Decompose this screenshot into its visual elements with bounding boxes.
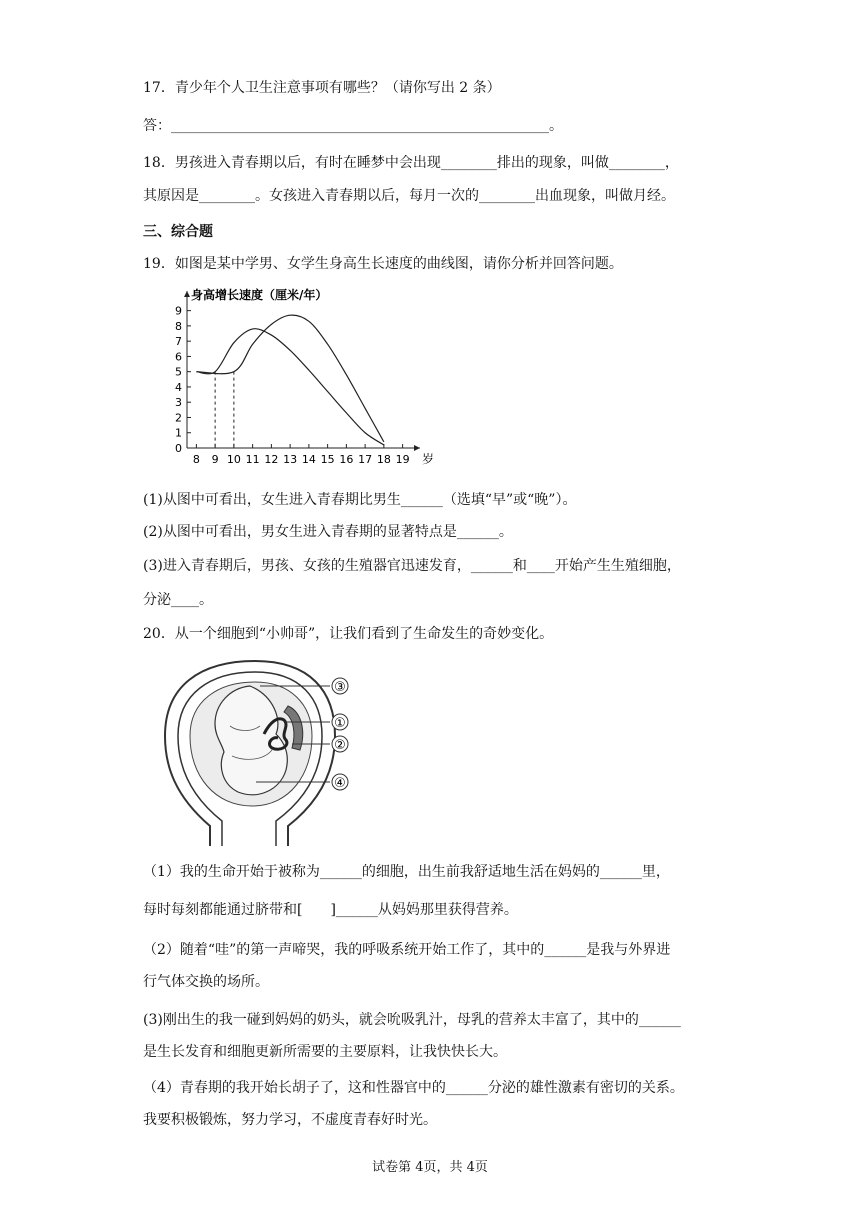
x-tick-label: 14 [301, 453, 316, 466]
y-tick-label: 6 [175, 350, 182, 364]
label-2: ② [334, 738, 346, 753]
x-tick-label: 16 [339, 453, 354, 466]
page-footer: 试卷第 4页，共 4页 [372, 1160, 488, 1175]
series-line-1 [196, 329, 384, 445]
y-tick-label: 7 [175, 335, 182, 349]
y-tick-label: 3 [175, 396, 182, 410]
x-tick-label: 18 [376, 453, 391, 466]
q18-line1: 18．男孩进入青春期以后，有时在睡梦中会出现________排出的现象，叫做________， [143, 155, 679, 171]
y-tick-label: 4 [175, 380, 182, 394]
x-tick-label: 15 [320, 453, 335, 466]
q20-p1b: 每时每刻都能通过脐带和[ ]______从妈妈那里获得营养。 [143, 902, 518, 918]
q20-question: 20．从一个细胞到“小帅哥”，让我们看到了生命发生的奇妙变化。 [143, 626, 554, 642]
label-3: ③ [334, 680, 346, 695]
y-tick-label: 1 [175, 426, 182, 440]
uterus-fetus-diagram [160, 656, 360, 852]
y-tick-label: 0 [175, 442, 182, 455]
q19-sub3a: (3)进入青春期后，男孩、女孩的生殖器官迅速发育，______和____开始产生生殖细胞， [143, 558, 681, 574]
y-axis-title: 身高增长速度（厘米/年） [191, 288, 328, 302]
q20-p1a: （1）我的生命开始于被称为______的细胞，出生前我舒适地生活在妈妈的______里， [143, 864, 670, 880]
q17-question: 17．青少年个人卫生注意事项有哪些？（请你写出 2 条） [143, 80, 501, 96]
x-axis-arrow [414, 445, 420, 451]
x-tick-label: 12 [264, 453, 279, 466]
x-tick-label: 10 [226, 453, 241, 466]
q20-p4a: （4）青春期的我开始长胡子了，这和性器官中的______分泌的雄性激素有密切的关系。 [143, 1080, 684, 1096]
q20-p4b: 我要积极锻炼，努力学习，不虚度青春好时光。 [143, 1112, 437, 1128]
x-tick-label: 8 [192, 453, 200, 466]
q19-sub1: (1)从图中可看出，女生进入青春期比男生______（选填“早”或“晚”）。 [143, 492, 577, 508]
q20-p3a: (3)刚出生的我一碰到妈妈的奶头，就会吮吸乳汁，母乳的营养太丰富了，其中的______ [143, 1012, 681, 1028]
x-tick-label: 17 [358, 453, 373, 466]
x-tick-label: 11 [245, 453, 260, 466]
q18-line2: 其原因是________。女孩进入青春期以后，每月一次的________出血现象，叫做月经。 [143, 188, 675, 204]
y-tick-label: 5 [175, 365, 182, 379]
q19-sub2: (2)从图中可看出，男女生进入青春期的显著特点是______。 [143, 524, 513, 540]
section-heading: 三、综合题 [143, 224, 213, 240]
y-axis-arrow [184, 291, 190, 297]
y-tick-label: 2 [175, 411, 182, 425]
x-tick-label: 13 [283, 453, 298, 466]
y-tick-label: 9 [175, 304, 182, 318]
q19-question: 19．如图是某中学男、女学生身高生长速度的曲线图，请你分析并回答问题。 [143, 256, 623, 272]
x-axis-title: 岁 [422, 452, 435, 466]
q19-sub3b: 分泌____。 [143, 592, 213, 608]
y-tick-label: 8 [175, 319, 182, 333]
q20-p2b: 行气体交换的场所。 [143, 974, 269, 990]
x-tick-label: 19 [395, 453, 410, 466]
q17-answer-line[interactable]: 答：______________________________________________________。 [143, 118, 563, 134]
label-4: ④ [334, 776, 346, 791]
growth-rate-chart [165, 288, 445, 468]
q20-p3b: 是生长发育和细胞更新所需要的主要原料，让我快快长大。 [143, 1044, 507, 1060]
label-1: ① [334, 716, 346, 731]
x-tick-label: 9 [211, 453, 219, 466]
q20-p2a: （2）随着“哇”的第一声啼哭，我的呼吸系统开始工作了，其中的______是我与外界进 [143, 942, 671, 958]
